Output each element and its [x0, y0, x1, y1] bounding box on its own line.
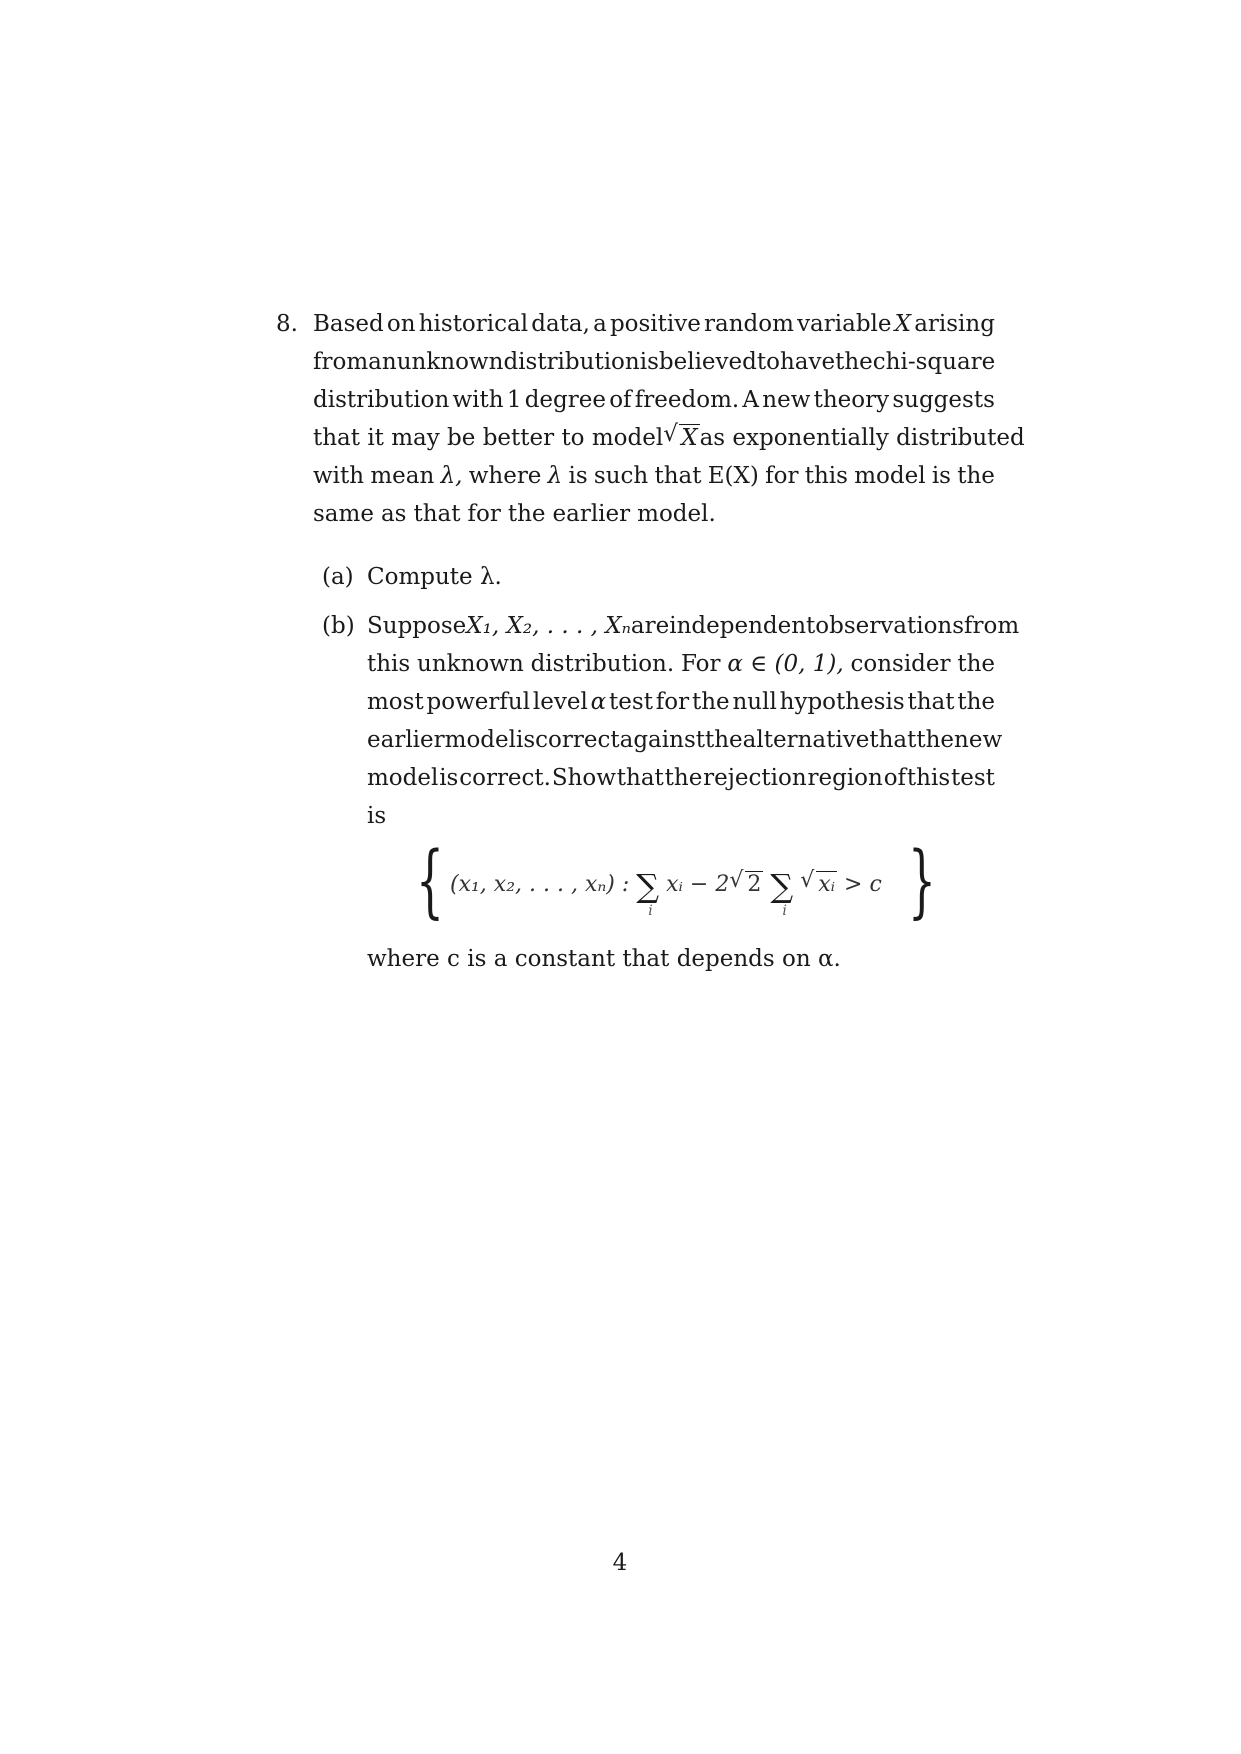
- word: test: [609, 689, 653, 715]
- word: historical: [418, 311, 529, 337]
- statement-line-4: [313, 419, 1025, 457]
- word: where: [468, 463, 542, 489]
- word: suggests: [892, 387, 995, 413]
- word: with: [313, 463, 365, 489]
- word: arising: [914, 311, 995, 337]
- word: alternative: [742, 727, 870, 753]
- statement-line-1: [313, 305, 995, 343]
- sqrt-xi: [800, 868, 837, 897]
- word: model.: [637, 501, 716, 527]
- radicand: X: [681, 425, 698, 451]
- variable-x: X: [894, 311, 912, 337]
- word: new: [762, 387, 811, 413]
- formula-tuple: (x₁, x₂, . . . , xₙ) :: [450, 872, 630, 897]
- word: test: [950, 765, 995, 791]
- word: such: [593, 463, 649, 489]
- word: random: [704, 311, 794, 337]
- formula-comparison: > c: [844, 872, 882, 897]
- part-b-line-5: [367, 759, 995, 797]
- word: the: [916, 727, 955, 753]
- word: is: [367, 803, 387, 829]
- word: is: [439, 765, 459, 791]
- part-b-conclusion: where c is a constant that depends on α.: [367, 946, 841, 972]
- formula-term-1: xᵢ − 2: [666, 872, 730, 897]
- word: independent: [669, 613, 816, 639]
- word: Show: [551, 765, 616, 791]
- word: positive: [609, 311, 701, 337]
- word: is: [516, 727, 536, 753]
- part-b-statement: [367, 607, 1020, 835]
- word: for: [765, 463, 799, 489]
- word: Based: [313, 311, 384, 337]
- part-a-text: Compute λ.: [367, 564, 502, 590]
- word: rejection: [703, 765, 807, 791]
- sqrt-x: [663, 419, 699, 457]
- word: theory: [813, 387, 890, 413]
- sum-index: i: [782, 903, 787, 919]
- word: correct: [535, 727, 620, 753]
- sample-variables: X₁, X₂, . . . , Xₙ: [466, 613, 631, 639]
- sigma-symbol: ∑: [770, 867, 794, 905]
- lambda: λ: [547, 463, 563, 489]
- part-b-line-3: [367, 683, 995, 721]
- radical-symbol: √: [729, 868, 744, 893]
- word: mean: [370, 463, 435, 489]
- word: from: [964, 613, 1020, 639]
- word: to: [756, 349, 780, 375]
- word: this: [906, 765, 951, 791]
- word: freedom.: [634, 387, 740, 413]
- part-b-line-1: [367, 607, 1020, 645]
- word: same: [313, 501, 374, 527]
- page-number: 4: [612, 1550, 628, 1576]
- word: distribution.: [530, 651, 675, 677]
- text-segment: as exponentially distributed: [699, 425, 1025, 451]
- radical-symbol: √: [800, 868, 815, 893]
- statement-line-2: [313, 343, 995, 381]
- word: against: [619, 727, 705, 753]
- word: is: [568, 463, 588, 489]
- word: null: [732, 689, 777, 715]
- word: the: [664, 765, 703, 791]
- part-b-line-6: [367, 797, 995, 835]
- word: 1: [506, 387, 522, 413]
- summation-2: [770, 867, 794, 919]
- word: is: [639, 349, 659, 375]
- problem-statement: [313, 305, 1025, 533]
- word: with: [452, 387, 504, 413]
- word: that: [413, 501, 461, 527]
- word: on: [386, 311, 416, 337]
- formula-body: [450, 867, 882, 919]
- word: earlier: [367, 727, 445, 753]
- word: an: [368, 349, 397, 375]
- word: for: [655, 689, 690, 715]
- word: region: [807, 765, 883, 791]
- word: model: [367, 765, 439, 791]
- word: distribution: [313, 387, 450, 413]
- word: new: [954, 727, 1003, 753]
- word: chi-square: [872, 349, 996, 375]
- word: correct.: [459, 765, 551, 791]
- right-brace: }: [908, 834, 936, 927]
- word: believed: [658, 349, 757, 375]
- word: earlier: [552, 501, 631, 527]
- word: model: [444, 727, 516, 753]
- statement-line-5: [313, 457, 995, 495]
- sigma-symbol: ∑: [636, 867, 660, 905]
- word: degree: [524, 387, 606, 413]
- word: data,: [531, 311, 590, 337]
- word: is: [931, 463, 951, 489]
- word: that: [907, 689, 955, 715]
- statement-line-6: [313, 495, 995, 533]
- word: a: [593, 311, 607, 337]
- word: the: [957, 689, 995, 715]
- word: unknown: [417, 651, 524, 677]
- alpha: α: [590, 689, 607, 715]
- word: hypothesis: [779, 689, 905, 715]
- word: for: [467, 501, 501, 527]
- word: observations: [815, 613, 965, 639]
- part-b-label: (b): [322, 613, 355, 639]
- word: of: [609, 387, 632, 413]
- part-b-line-2: [367, 645, 995, 683]
- radicand: 2: [747, 872, 762, 897]
- part-b-line-4: [367, 721, 1003, 759]
- radical-symbol: √: [663, 421, 678, 447]
- word: For: [680, 651, 721, 677]
- lambda: λ,: [440, 463, 463, 489]
- summation-1: [636, 867, 660, 919]
- word: of: [883, 765, 907, 791]
- word: the: [835, 349, 873, 375]
- word: variable: [797, 311, 892, 337]
- sqrt-2: [729, 868, 763, 897]
- word: A: [742, 387, 760, 413]
- word: have: [779, 349, 836, 375]
- word: the: [705, 727, 743, 753]
- sum-index: i: [648, 903, 653, 919]
- word: unknown: [396, 349, 504, 375]
- word: that: [616, 765, 664, 791]
- expectation: E(X): [707, 463, 759, 489]
- word: from: [313, 349, 369, 375]
- word: are: [630, 613, 670, 639]
- statement-line-3: [313, 381, 995, 419]
- word: the: [507, 501, 546, 527]
- alpha-range: α ∈ (0, 1),: [727, 651, 844, 677]
- problem-number: 8.: [276, 311, 298, 337]
- word: the: [957, 651, 995, 677]
- part-a-label: (a): [322, 564, 354, 590]
- radicand: xᵢ: [818, 872, 836, 897]
- text-segment: that it may be better to model: [313, 425, 664, 451]
- word: Suppose: [367, 613, 467, 639]
- word: that: [869, 727, 917, 753]
- left-brace: {: [416, 834, 444, 927]
- word: this: [804, 463, 848, 489]
- word: as: [380, 501, 407, 527]
- word: powerful: [426, 689, 531, 715]
- word: the: [691, 689, 730, 715]
- word: consider: [850, 651, 951, 677]
- word: the: [957, 463, 995, 489]
- word: that: [654, 463, 702, 489]
- word: distribution: [503, 349, 640, 375]
- word: this: [367, 651, 411, 677]
- word: model: [854, 463, 926, 489]
- word: level: [532, 689, 588, 715]
- word: most: [367, 689, 424, 715]
- rejection-region-formula: [416, 834, 938, 940]
